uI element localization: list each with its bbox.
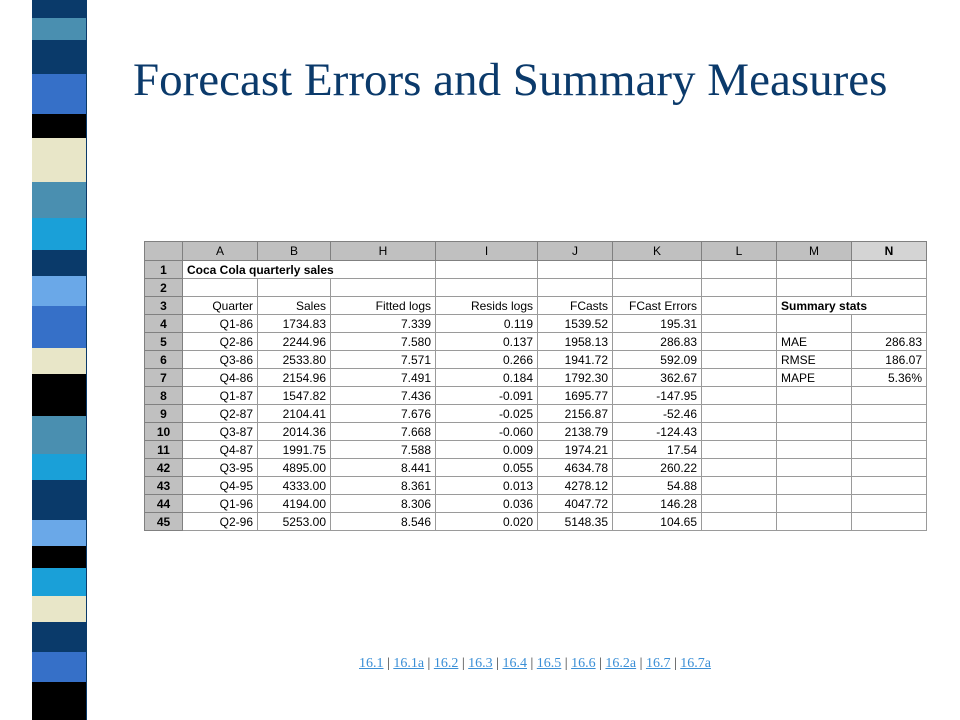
cell[interactable] bbox=[613, 261, 702, 279]
cell-sales[interactable]: 5253.00 bbox=[258, 513, 331, 531]
cell-sales[interactable]: 2154.96 bbox=[258, 369, 331, 387]
slide-title: Forecast Errors and Summary Measures bbox=[133, 54, 888, 106]
cell-fcast[interactable]: 1974.21 bbox=[538, 441, 613, 459]
nav-link[interactable]: 16.2a bbox=[605, 656, 637, 671]
row-header[interactable]: 10 bbox=[145, 423, 183, 441]
stat-value-cell[interactable]: 186.07 bbox=[852, 351, 927, 369]
stat-value-cell[interactable] bbox=[852, 423, 927, 441]
cell[interactable] bbox=[702, 495, 777, 513]
cell-fitted[interactable]: 7.571 bbox=[331, 351, 436, 369]
cell-resid[interactable]: 0.184 bbox=[436, 369, 538, 387]
cell-fcast[interactable]: 1539.52 bbox=[538, 315, 613, 333]
link-separator: | bbox=[383, 656, 394, 671]
cell-err[interactable]: 286.83 bbox=[613, 333, 702, 351]
cell-fitted[interactable]: 8.361 bbox=[331, 477, 436, 495]
column-header[interactable]: M bbox=[777, 242, 852, 261]
stat-value-cell[interactable] bbox=[852, 513, 927, 531]
link-separator: | bbox=[595, 656, 606, 671]
cell[interactable] bbox=[613, 279, 702, 297]
table-row bbox=[145, 261, 927, 279]
link-separator: | bbox=[526, 656, 537, 671]
stat-label-cell[interactable] bbox=[777, 423, 852, 441]
cell[interactable] bbox=[702, 459, 777, 477]
stat-value-cell[interactable] bbox=[852, 495, 927, 513]
cell[interactable] bbox=[702, 477, 777, 495]
cell-fcast[interactable]: 4278.12 bbox=[538, 477, 613, 495]
stat-value-cell[interactable] bbox=[852, 477, 927, 495]
row-header[interactable]: 44 bbox=[145, 495, 183, 513]
row-header[interactable]: 45 bbox=[145, 513, 183, 531]
cell[interactable] bbox=[702, 441, 777, 459]
cell-q[interactable]: Q1-87 bbox=[183, 387, 258, 405]
link-separator: | bbox=[458, 656, 469, 671]
cell-resid[interactable]: 0.055 bbox=[436, 459, 538, 477]
cell-sales[interactable]: 4895.00 bbox=[258, 459, 331, 477]
nav-link[interactable]: 16.4 bbox=[502, 656, 527, 671]
summary-stats-label[interactable]: Summary stats bbox=[777, 297, 927, 315]
cell-fcast[interactable]: 5148.35 bbox=[538, 513, 613, 531]
cell-q[interactable]: Q2-86 bbox=[183, 333, 258, 351]
cell-resid[interactable]: 0.020 bbox=[436, 513, 538, 531]
header-cell-sales[interactable]: Sales bbox=[258, 297, 331, 315]
cell[interactable] bbox=[331, 279, 436, 297]
stat-label-cell[interactable]: RMSE bbox=[777, 351, 852, 369]
table-row bbox=[145, 477, 927, 495]
column-header[interactable]: A bbox=[183, 242, 258, 261]
cell-resid[interactable]: 0.036 bbox=[436, 495, 538, 513]
column-header[interactable]: B bbox=[258, 242, 331, 261]
cell-err[interactable]: 54.88 bbox=[613, 477, 702, 495]
cell-sales[interactable]: 2533.80 bbox=[258, 351, 331, 369]
cell-fitted[interactable]: 7.676 bbox=[331, 405, 436, 423]
select-all-corner[interactable] bbox=[145, 242, 183, 261]
row-header[interactable]: 43 bbox=[145, 477, 183, 495]
link-separator: | bbox=[492, 656, 503, 671]
stat-label-cell[interactable] bbox=[777, 441, 852, 459]
nav-link[interactable]: 16.1 bbox=[359, 656, 384, 671]
cell-fitted[interactable]: 7.588 bbox=[331, 441, 436, 459]
cell-q[interactable]: Q3-87 bbox=[183, 423, 258, 441]
stat-value-cell[interactable]: 286.83 bbox=[852, 333, 927, 351]
cell-err[interactable]: -147.95 bbox=[613, 387, 702, 405]
table-row bbox=[145, 441, 927, 459]
row-header[interactable]: 6 bbox=[145, 351, 183, 369]
stat-value-cell[interactable] bbox=[852, 441, 927, 459]
nav-link[interactable]: 16.7a bbox=[680, 656, 711, 671]
cell-resid[interactable]: 0.137 bbox=[436, 333, 538, 351]
cell[interactable] bbox=[702, 423, 777, 441]
decorative-stripe-bar bbox=[0, 0, 107, 720]
row-header[interactable]: 5 bbox=[145, 333, 183, 351]
cell-q[interactable]: Q1-96 bbox=[183, 495, 258, 513]
sheet-title-cell[interactable]: Coca Cola quarterly sales bbox=[183, 261, 436, 279]
cell-fitted[interactable]: 7.491 bbox=[331, 369, 436, 387]
row-header[interactable]: 11 bbox=[145, 441, 183, 459]
cell-err[interactable]: -124.43 bbox=[613, 423, 702, 441]
stat-value-cell[interactable]: 5.36% bbox=[852, 369, 927, 387]
row-header[interactable]: 3 bbox=[145, 297, 183, 315]
cell-fitted[interactable]: 7.436 bbox=[331, 387, 436, 405]
table-row bbox=[145, 387, 927, 405]
table-row bbox=[145, 369, 927, 387]
cell[interactable] bbox=[702, 279, 777, 297]
slide-nav-links bbox=[0, 656, 960, 672]
cell-resid[interactable]: 0.266 bbox=[436, 351, 538, 369]
cell-sales[interactable]: 4333.00 bbox=[258, 477, 331, 495]
cell[interactable] bbox=[538, 261, 613, 279]
cell-q[interactable]: Q2-87 bbox=[183, 405, 258, 423]
cell[interactable] bbox=[436, 261, 538, 279]
cell-sales[interactable]: 1547.82 bbox=[258, 387, 331, 405]
nav-link[interactable]: 16.6 bbox=[571, 656, 596, 671]
cell-fitted[interactable]: 7.668 bbox=[331, 423, 436, 441]
cell[interactable] bbox=[702, 297, 777, 315]
cell-q[interactable]: Q2-96 bbox=[183, 513, 258, 531]
cell-fitted[interactable]: 7.580 bbox=[331, 333, 436, 351]
nav-link[interactable]: 16.2 bbox=[433, 656, 459, 671]
cell[interactable] bbox=[702, 351, 777, 369]
nav-link[interactable]: 16.1a bbox=[393, 656, 425, 671]
cell-sales[interactable]: 1734.83 bbox=[258, 315, 331, 333]
cell[interactable] bbox=[777, 261, 852, 279]
row-header[interactable]: 4 bbox=[145, 315, 183, 333]
column-header[interactable]: L bbox=[702, 242, 777, 261]
cell-fcast[interactable]: 2138.79 bbox=[538, 423, 613, 441]
header-cell-fitted-logs[interactable]: Fitted logs bbox=[331, 297, 436, 315]
cell-err[interactable]: 17.54 bbox=[613, 441, 702, 459]
cell-err[interactable]: 195.31 bbox=[613, 315, 702, 333]
column-header[interactable]: H bbox=[331, 242, 436, 261]
cell[interactable] bbox=[538, 279, 613, 297]
cell-q[interactable]: Q3-86 bbox=[183, 351, 258, 369]
cell[interactable] bbox=[258, 279, 331, 297]
spreadsheet bbox=[144, 241, 927, 531]
stat-value-cell[interactable] bbox=[852, 315, 927, 333]
table-row bbox=[145, 333, 927, 351]
cell[interactable] bbox=[777, 279, 852, 297]
column-header[interactable]: I bbox=[436, 242, 538, 261]
link-separator: | bbox=[424, 656, 434, 671]
cell-q[interactable]: Q4-87 bbox=[183, 441, 258, 459]
cell-fcast[interactable]: 4634.78 bbox=[538, 459, 613, 477]
cell-err[interactable]: 104.65 bbox=[613, 513, 702, 531]
cell-err[interactable]: 592.09 bbox=[613, 351, 702, 369]
cell-sales[interactable]: 1991.75 bbox=[258, 441, 331, 459]
table-row bbox=[145, 495, 927, 513]
cell-sales[interactable]: 2104.41 bbox=[258, 405, 331, 423]
cell-fitted[interactable]: 8.546 bbox=[331, 513, 436, 531]
cell[interactable] bbox=[852, 261, 927, 279]
stat-label-cell[interactable] bbox=[777, 459, 852, 477]
stat-label-cell[interactable] bbox=[777, 513, 852, 531]
cell[interactable] bbox=[702, 387, 777, 405]
cell-q[interactable]: Q4-95 bbox=[183, 477, 258, 495]
cell-resid[interactable]: -0.060 bbox=[436, 423, 538, 441]
cell-resid[interactable]: 0.119 bbox=[436, 315, 538, 333]
row-header[interactable]: 8 bbox=[145, 387, 183, 405]
column-header-row bbox=[145, 242, 927, 261]
cell-q[interactable]: Q3-95 bbox=[183, 459, 258, 477]
stat-label-cell[interactable] bbox=[777, 495, 852, 513]
column-header[interactable]: K bbox=[613, 242, 702, 261]
cell-fitted[interactable]: 7.339 bbox=[331, 315, 436, 333]
header-cell-resids-logs[interactable]: Resids logs bbox=[436, 297, 538, 315]
table-row bbox=[145, 513, 927, 531]
link-separator: | bbox=[670, 656, 681, 671]
cell-err[interactable]: 260.22 bbox=[613, 459, 702, 477]
stat-label-cell[interactable] bbox=[777, 405, 852, 423]
stat-label-cell[interactable] bbox=[777, 477, 852, 495]
column-header-selected[interactable]: N bbox=[852, 242, 927, 261]
table-row bbox=[145, 351, 927, 369]
row-header[interactable]: 7 bbox=[145, 369, 183, 387]
cell-sales[interactable]: 4194.00 bbox=[258, 495, 331, 513]
table-row bbox=[145, 423, 927, 441]
cell[interactable] bbox=[852, 279, 927, 297]
stat-label-cell[interactable] bbox=[777, 315, 852, 333]
cell-err[interactable]: 362.67 bbox=[613, 369, 702, 387]
table-row bbox=[145, 459, 927, 477]
stat-label-cell[interactable] bbox=[777, 387, 852, 405]
row-header[interactable]: 9 bbox=[145, 405, 183, 423]
cell-fitted[interactable]: 8.306 bbox=[331, 495, 436, 513]
cell[interactable] bbox=[183, 279, 258, 297]
link-separator: | bbox=[636, 656, 646, 671]
header-cell-fcasts[interactable]: FCasts bbox=[538, 297, 613, 315]
cell-fcast[interactable]: 1792.30 bbox=[538, 369, 613, 387]
stat-value-cell[interactable] bbox=[852, 387, 927, 405]
header-cell-fcast-errors[interactable]: FCast Errors bbox=[613, 297, 702, 315]
nav-link[interactable]: 16.5 bbox=[536, 656, 562, 671]
table-row bbox=[145, 315, 927, 333]
cell-fcast[interactable]: 2156.87 bbox=[538, 405, 613, 423]
cell[interactable] bbox=[702, 513, 777, 531]
cell-resid[interactable]: -0.091 bbox=[436, 387, 538, 405]
stat-value-cell[interactable] bbox=[852, 405, 927, 423]
cell-fcast[interactable]: 1941.72 bbox=[538, 351, 613, 369]
nav-link[interactable]: 16.3 bbox=[468, 656, 493, 671]
cell-resid[interactable]: -0.025 bbox=[436, 405, 538, 423]
cell-err[interactable]: 146.28 bbox=[613, 495, 702, 513]
stat-value-cell[interactable] bbox=[852, 459, 927, 477]
table-row bbox=[145, 279, 927, 297]
stat-label-cell[interactable]: MAE bbox=[777, 333, 852, 351]
row-header[interactable]: 2 bbox=[145, 279, 183, 297]
column-header[interactable]: J bbox=[538, 242, 613, 261]
cell[interactable] bbox=[436, 279, 538, 297]
cell[interactable] bbox=[702, 333, 777, 351]
cell-fcast[interactable]: 1695.77 bbox=[538, 387, 613, 405]
cell-fcast[interactable]: 1958.13 bbox=[538, 333, 613, 351]
row-header[interactable]: 42 bbox=[145, 459, 183, 477]
table-row bbox=[145, 405, 927, 423]
stat-label-cell[interactable]: MAPE bbox=[777, 369, 852, 387]
table-header-row bbox=[145, 297, 927, 315]
header-cell-quarter[interactable]: Quarter bbox=[183, 297, 258, 315]
cell[interactable] bbox=[702, 261, 777, 279]
cell[interactable] bbox=[702, 369, 777, 387]
link-separator: | bbox=[561, 656, 572, 671]
cell[interactable] bbox=[702, 405, 777, 423]
cell-q[interactable]: Q4-86 bbox=[183, 369, 258, 387]
cell-resid[interactable]: 0.009 bbox=[436, 441, 538, 459]
cell-err[interactable]: -52.46 bbox=[613, 405, 702, 423]
cell-fitted[interactable]: 8.441 bbox=[331, 459, 436, 477]
cell-q[interactable]: Q1-86 bbox=[183, 315, 258, 333]
nav-link[interactable]: 16.7 bbox=[645, 656, 671, 671]
cell-resid[interactable]: 0.013 bbox=[436, 477, 538, 495]
cell[interactable] bbox=[702, 315, 777, 333]
cell-fcast[interactable]: 4047.72 bbox=[538, 495, 613, 513]
cell-sales[interactable]: 2014.36 bbox=[258, 423, 331, 441]
cell-sales[interactable]: 2244.96 bbox=[258, 333, 331, 351]
row-header[interactable]: 1 bbox=[145, 261, 183, 279]
